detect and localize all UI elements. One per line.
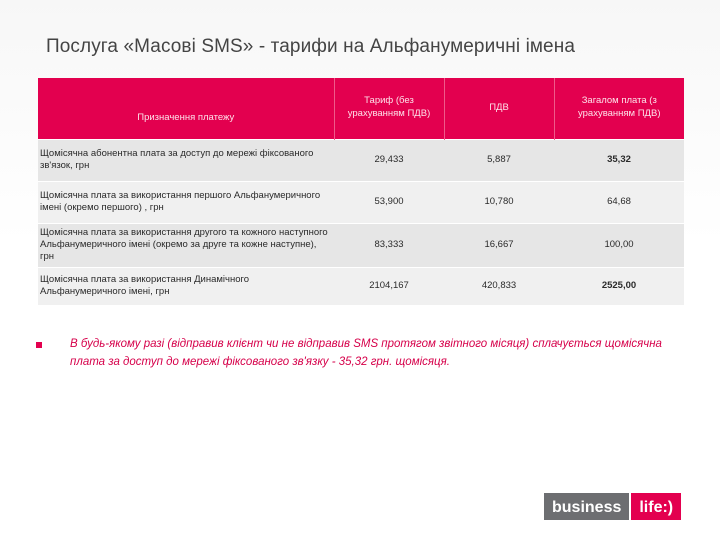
row-vat: 16,667 xyxy=(444,223,554,267)
row-total: 2525,00 xyxy=(554,267,684,305)
row-label: Щомісячна плата за використання першого Альфанумеричного імені (окремо першого) , грн xyxy=(38,181,334,223)
logo-left-text: business xyxy=(544,493,629,520)
header-tariff: Тариф (без урахуванням ПДВ) xyxy=(334,78,444,139)
table-row xyxy=(38,139,684,181)
row-label: Щомісячна абонентна плата за доступ до мережі фіксованого зв'язок, грн xyxy=(38,139,334,181)
row-vat: 10,780 xyxy=(444,181,554,223)
row-tariff: 53,900 xyxy=(334,181,444,223)
note-item xyxy=(36,336,686,372)
header-purpose: Призначення платежу xyxy=(38,78,334,139)
row-vat: 5,887 xyxy=(444,139,554,181)
table-row xyxy=(38,223,684,267)
row-total: 100,00 xyxy=(554,223,684,267)
table-row xyxy=(38,181,684,223)
business-life-logo xyxy=(544,493,681,520)
header-total: Загалом плата (з урахуванням ПДВ) xyxy=(554,78,684,139)
logo-right-text: life:) xyxy=(631,493,681,520)
header-vat: ПДВ xyxy=(444,78,554,139)
row-tariff: 83,333 xyxy=(334,223,444,267)
bullet-icon xyxy=(36,342,42,348)
note-text: В будь-якому разі (відправив клієнт чи не відправив SMS протягом звітного місяця) сплачується щомісячна плата за доступ до мережі фіксованого зв'язку - 35,32 грн. щомісяця. xyxy=(70,338,662,368)
tariff-table xyxy=(38,78,684,305)
row-vat: 420,833 xyxy=(444,267,554,305)
row-total: 35,32 xyxy=(554,139,684,181)
row-label: Щомісячна плата за використання Динамічного Альфанумеричного імені, грн xyxy=(38,267,334,305)
row-label: Щомісячна плата за використання другого та кожного наступного Альфанумеричного імені (окремо за друге та кожне наступне), грн xyxy=(38,223,334,267)
row-total: 64,68 xyxy=(554,181,684,223)
slide-title: Послуга «Масові SMS» - тарифи на Альфанумеричні імена xyxy=(46,36,575,57)
table-row xyxy=(38,267,684,305)
row-tariff: 29,433 xyxy=(334,139,444,181)
row-tariff: 2104,167 xyxy=(334,267,444,305)
table-header-row xyxy=(38,78,684,139)
